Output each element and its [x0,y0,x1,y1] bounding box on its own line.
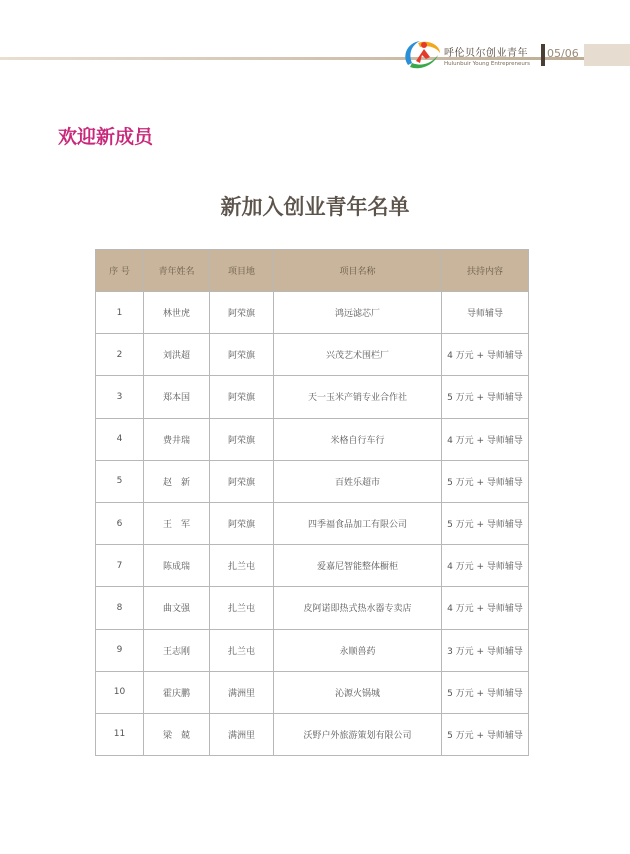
page-number: 05/06 [547,47,579,60]
table-row [96,376,529,418]
cell-support: 5 万元 + 导师辅导 [442,713,529,755]
cell-support: 5 万元 + 导师辅导 [442,502,529,544]
cell-support: 3 万元 + 导师辅导 [442,629,529,671]
cell-name: 赵 新 [144,460,210,502]
table-row [96,334,529,376]
table-row [96,713,529,755]
column-header-name: 青年姓名 [144,250,210,292]
cell-location: 阿荣旗 [210,460,274,502]
cell-location: 阿荣旗 [210,418,274,460]
cell-index: 1 [96,292,144,334]
brand-name-en: Hulunbuir Young Entrepreneurs [444,61,530,67]
cell-location: 阿荣旗 [210,334,274,376]
cell-support: 4 万元 + 导师辅导 [442,418,529,460]
cell-support: 4 万元 + 导师辅导 [442,587,529,629]
cell-index: 6 [96,502,144,544]
cell-location: 阿荣旗 [210,292,274,334]
table-title: 新加入创业青年名单 [220,194,410,219]
table-row [96,629,529,671]
table-row [96,545,529,587]
cell-index: 3 [96,376,144,418]
cell-project: 沁源火锅城 [274,671,442,713]
cell-index: 5 [96,460,144,502]
cell-location: 满洲里 [210,671,274,713]
cell-name: 梁 兢 [144,713,210,755]
cell-name: 林世虎 [144,292,210,334]
table-row [96,292,529,334]
cell-project: 兴茂艺术围栏厂 [274,334,442,376]
cell-location: 扎兰屯 [210,545,274,587]
cell-name: 王志刚 [144,629,210,671]
cell-location: 满洲里 [210,713,274,755]
cell-support: 5 万元 + 导师辅导 [442,460,529,502]
header-rule [0,57,630,60]
section-title: 欢迎新成员 [58,126,154,148]
cell-project: 百姓乐超市 [274,460,442,502]
cell-support: 5 万元 + 导师辅导 [442,671,529,713]
table-row [96,502,529,544]
cell-index: 10 [96,671,144,713]
cell-name: 霍庆鹏 [144,671,210,713]
cell-support: 5 万元 + 导师辅导 [442,376,529,418]
cell-index: 8 [96,587,144,629]
column-header-project: 项目名称 [274,250,442,292]
cell-index: 11 [96,713,144,755]
cell-project: 鸿远滤芯厂 [274,292,442,334]
cell-location: 阿荣旗 [210,376,274,418]
cell-name: 郑本国 [144,376,210,418]
page-tab [584,44,630,66]
column-header-location: 项目地 [210,250,274,292]
cell-name: 曲文强 [144,587,210,629]
cell-index: 4 [96,418,144,460]
cell-index: 7 [96,545,144,587]
cell-project: 沃野户外旅游策划有限公司 [274,713,442,755]
table-row [96,671,529,713]
table-row [96,460,529,502]
brand-name-cn: 呼伦贝尔创业青年 [444,48,528,59]
cell-project: 米格自行车行 [274,418,442,460]
table-row [96,418,529,460]
cell-location: 扎兰屯 [210,587,274,629]
cell-index: 2 [96,334,144,376]
cell-project: 皮阿诺即热式热水器专卖店 [274,587,442,629]
cell-name: 王 军 [144,502,210,544]
cell-project: 天一玉米产销专业合作社 [274,376,442,418]
column-header-support: 扶持内容 [442,250,529,292]
cell-location: 阿荣旗 [210,502,274,544]
member-table [95,249,529,756]
cell-name: 陈成瑞 [144,545,210,587]
cell-project: 四季福食品加工有限公司 [274,502,442,544]
cell-name: 费井瑞 [144,418,210,460]
cell-support: 4 万元 + 导师辅导 [442,334,529,376]
cell-project: 爱嘉尼智能整体橱柜 [274,545,442,587]
cell-support: 导师辅导 [442,292,529,334]
table-row [96,587,529,629]
column-header-index: 序 号 [96,250,144,292]
brand-block [444,44,530,67]
cell-location: 扎兰屯 [210,629,274,671]
cell-index: 9 [96,629,144,671]
table-header-row [96,250,529,292]
cell-project: 永顺兽药 [274,629,442,671]
brand-logo-icon [400,37,446,71]
cell-name: 刘洪超 [144,334,210,376]
cell-support: 4 万元 + 导师辅导 [442,545,529,587]
page-marker-bar [541,44,545,66]
